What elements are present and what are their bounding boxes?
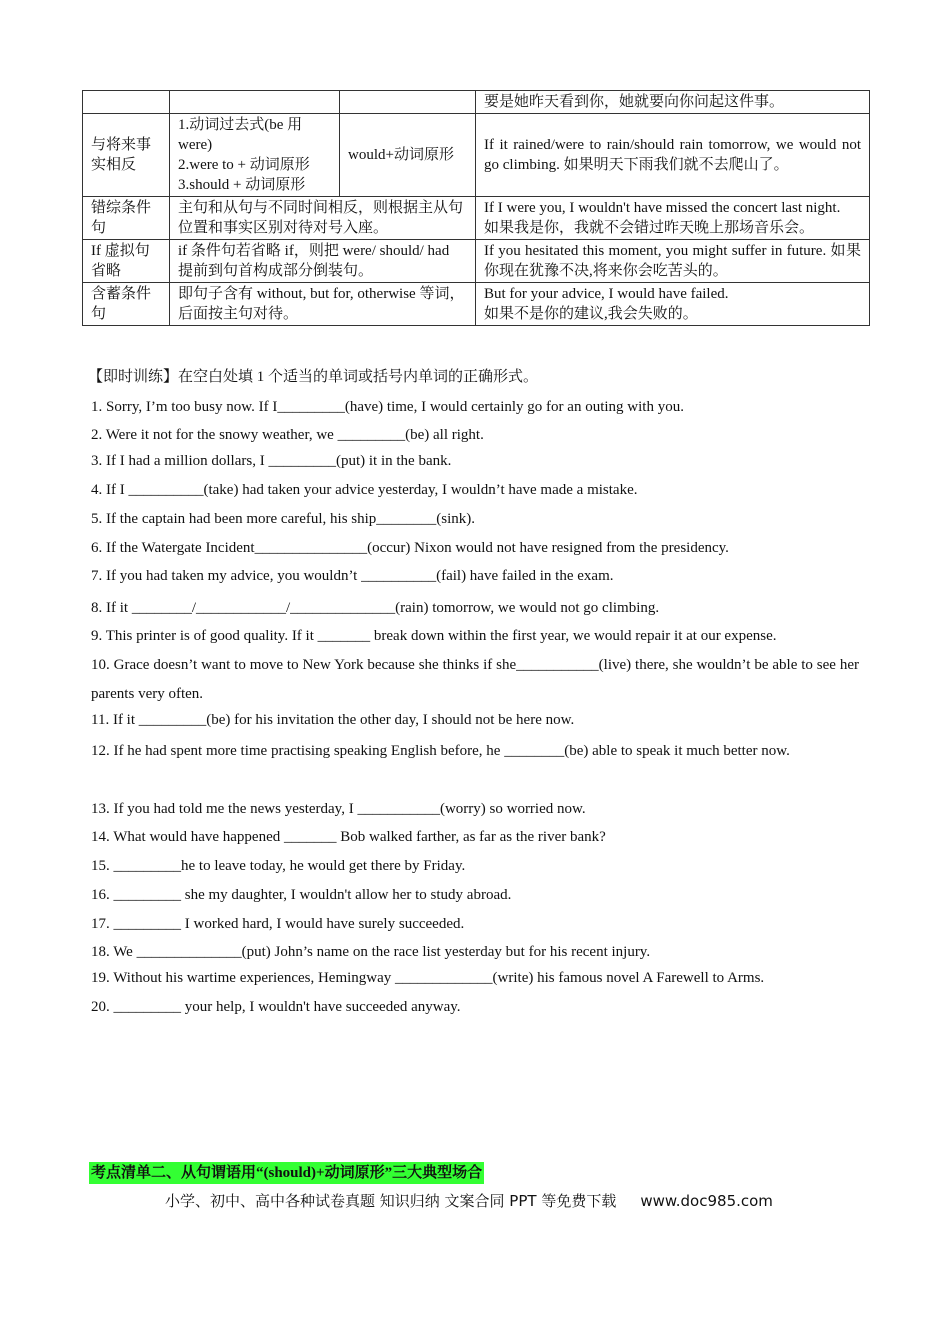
exercise-item: 9. This printer is of good quality. If it _______ break down within the first year, we would repair it at our expense. (91, 628, 777, 644)
exercise-item: 8. If it ________/____________/______________(rain) tomorrow, we would not go climbing. (91, 600, 660, 616)
section-title: 考点清单二、从句谓语用“(should)+动词原形”三大典型场合 (89, 1162, 484, 1184)
exercise-item: 3. If I had a million dollars, I _________(put) it in the bank. (91, 453, 452, 469)
exercise-item: 10. Grace doesn’t want to move to New York because she thinks if she___________(live) there, she wouldn’t be able to see her parents very often. (91, 657, 859, 702)
row-label: 与将来事实相反 (83, 114, 170, 197)
example-cell (476, 197, 870, 240)
exercise-item: 13. If you had told me the news yesterday, I ___________(worry) so worried now. (91, 801, 586, 817)
exercise-item: 14. What would have happened _______ Bob walked farther, as far as the river bank? (91, 829, 606, 845)
exercise-heading: 【即时训练】在空白处填 1 个适当的单词或括号内单词的正确形式。 (88, 369, 539, 385)
grammar-table (82, 90, 870, 326)
exercise-item: 11. If it _________(be) for his invitation the other day, I should not be here now. (91, 712, 575, 728)
table-row (83, 197, 870, 240)
example-text: If I were you, I wouldn't have missed the concert last night. (484, 200, 841, 216)
form-item: 2.were to + 动词原形 (178, 157, 310, 173)
table-row (83, 114, 870, 197)
exercise-item: 2. Were it not for the snowy weather, we _________(be) all right. (91, 427, 484, 443)
rule-description: 主句和从句与不同时间相反，则根据主从句位置和事实区别对待对号入座。 (170, 197, 476, 240)
condition-form (170, 114, 340, 197)
example-translation: 如果我是你，我就不会错过昨天晚上那场音乐会。 (484, 220, 815, 236)
condition-form (170, 91, 340, 114)
table-row (83, 240, 870, 283)
main-clause-form: would+动词原形 (340, 114, 476, 197)
form-item: 3.should + 动词原形 (178, 177, 306, 193)
exercise-item: 7. If you had taken my advice, you wouldn’t __________(fail) have failed in the exam. (91, 568, 614, 584)
example-translation: 如果不是你的建议,我会失败的。 (484, 306, 698, 322)
rule-description: 即句子含有 without, but for, otherwise 等词，后面按主句对待。 (170, 283, 476, 326)
footer-link[interactable]: www.doc985.com (640, 1192, 773, 1210)
example-text: 要是她昨天看到你，她就要向你问起这件事。 (484, 94, 785, 110)
exercise-item: 18. We ______________(put) John’s name on the race list yesterday but for his recent injury. (91, 944, 651, 960)
footer (165, 1190, 773, 1211)
example-text: If it rained/were to rain/should rain tomorrow, we would not go climbing. 如果明天下雨我们就不去爬山了。 (484, 137, 861, 173)
example-text: If you hesitated this moment, you might suffer in future. 如果你现在犹豫不决,将来你会吃苦头的。 (484, 243, 861, 279)
example-cell (476, 283, 870, 326)
exercise-item: 16. _________ she my daughter, I wouldn't allow her to study abroad. (91, 887, 512, 903)
exercise-item: 12. If he had spent more time practising speaking English before, he ________(be) able to speak it much better now. (91, 743, 790, 759)
exercise-item: 20. _________ your help, I wouldn't have succeeded anyway. (91, 999, 461, 1015)
rule-description: if 条件句若省略 if，则把 were/ should/ had 提前到句首构成部分倒装句。 (170, 240, 476, 283)
row-label (83, 91, 170, 114)
form-item: 1.动词过去式(be 用 were) (178, 117, 303, 153)
table-row (83, 283, 870, 326)
exercise-item: 4. If I __________(take) had taken your advice yesterday, I wouldn’t have made a mistake. (91, 482, 638, 498)
example-cell (476, 114, 870, 197)
exercise-item: 1. Sorry, I’m too busy now. If I_________(have) time, I would certainly go for an outing with you. (91, 399, 684, 415)
exercise-item: 19. Without his wartime experiences, Hemingway _____________(write) his famous novel A Farewell to Arms. (91, 970, 765, 986)
exercise-item: 6. If the Watergate Incident_______________(occur) Nixon would not have resigned from the presidency. (91, 540, 729, 556)
example-cell (476, 91, 870, 114)
row-label: If 虚拟句省略 (83, 240, 170, 283)
main-clause-form (340, 91, 476, 114)
row-label: 错综条件句 (83, 197, 170, 240)
exercise-item: 15. _________he to leave today, he would get there by Friday. (91, 858, 466, 874)
table-row (83, 91, 870, 114)
exercise-item: 5. If the captain had been more careful, his ship________(sink). (91, 511, 476, 527)
exercise-item: 17. _________ I worked hard, I would have surely succeeded. (91, 916, 465, 932)
row-label: 含蓄条件句 (83, 283, 170, 326)
example-text: But for your advice, I would have failed. (484, 286, 729, 302)
example-cell (476, 240, 870, 283)
footer-text: 小学、初中、高中各种试卷真题 知识归纳 文案合同 PPT 等免费下载 (165, 1192, 617, 1210)
